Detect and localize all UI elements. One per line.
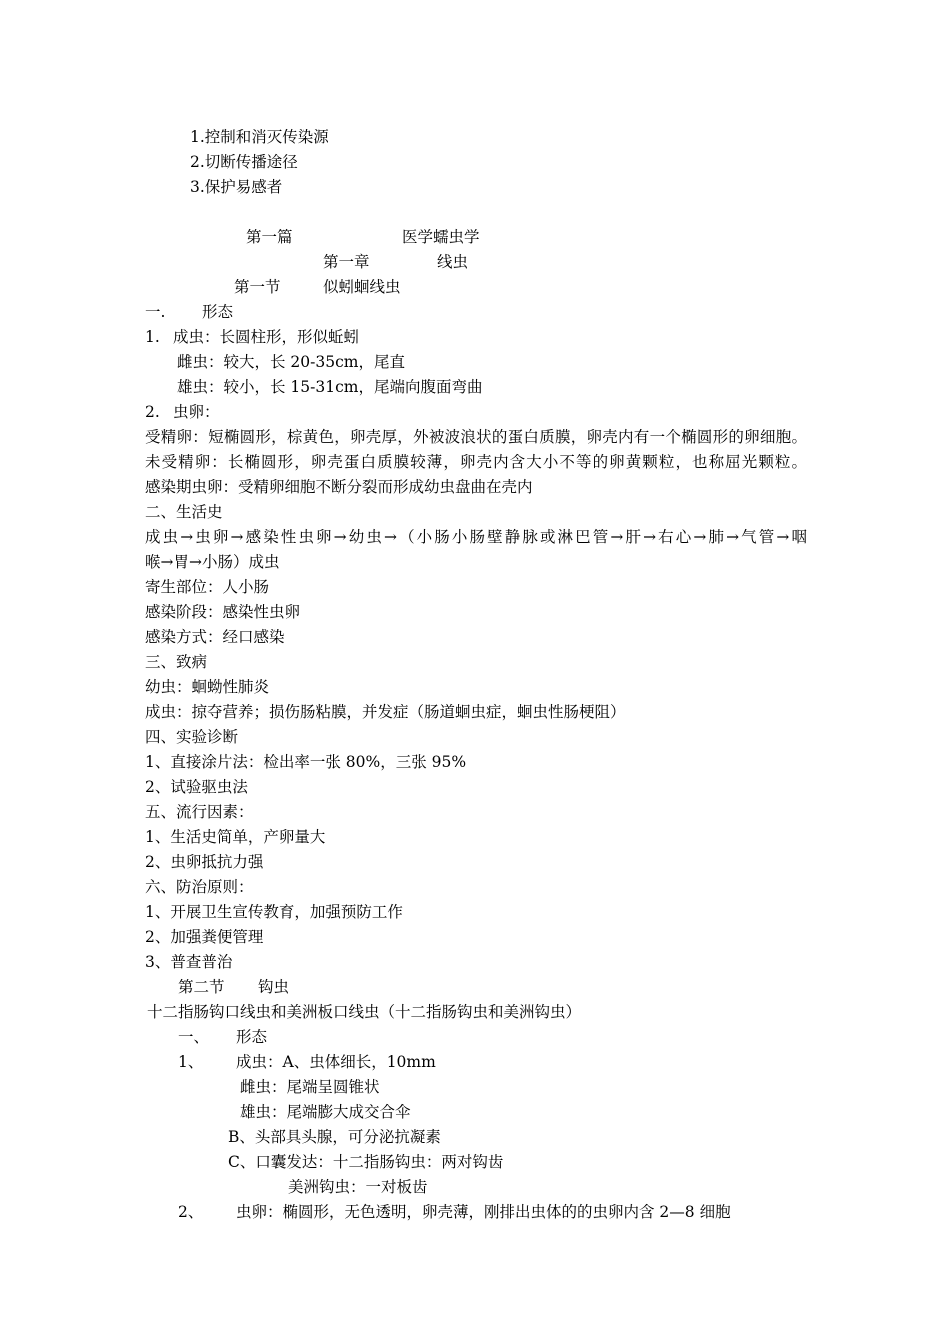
part-label: 第一篇 — [246, 228, 293, 246]
female-desc: 雌虫：较大，长 20-35cm，尾直 — [177, 353, 405, 371]
diagnosis-1: 1、直接涂片法：检出率一张 80%，三张 95% — [145, 753, 467, 771]
unfertilized-egg: 未受精卵：长椭圆形，卵壳蛋白质膜较薄，卵壳内含大小不等的卵黄颗粒，也称屈光颗粒。 — [145, 453, 807, 471]
heading-epidemiology: 五、流行因素： — [145, 803, 254, 821]
hookworm-buccal-capsule: C、口囊发达：十二指肠钩虫：两对钩齿 — [228, 1153, 504, 1171]
adult-pathogenesis: 成虫：掠夺营养；损伤肠粘膜，并发症（肠道蛔虫症，蛔虫性肠梗阻） — [145, 703, 626, 721]
fertilized-egg: 受精卵：短椭圆形，棕黄色，卵壳厚，外被波浪状的蛋白质膜，卵壳内有一个椭圆形的卵细胞。 — [145, 428, 807, 446]
heading-diagnosis: 四、实验诊断 — [145, 728, 239, 746]
male-desc: 雄虫：较小，长 15-31cm，尾端向腹面弯曲 — [177, 378, 483, 396]
parasitic-site: 寄生部位：人小肠 — [145, 578, 270, 596]
heading-pathogenesis: 三、致病 — [145, 653, 208, 671]
heading-life-cycle: 二、生活史 — [145, 503, 223, 521]
prevention-item-2: 2.切断传播途径 — [190, 153, 298, 171]
hookworm-morphology-heading: 形态 — [236, 1028, 268, 1046]
diagnosis-2: 2、试验驱虫法 — [145, 778, 248, 796]
chapter-label: 第一章 — [323, 253, 370, 271]
hookworm-head-gland: B、头部具头腺，可分泌抗凝素 — [228, 1128, 441, 1146]
epidemiology-1: 1、生活史简单，产卵量大 — [145, 828, 326, 846]
section1-title: 似蚓蛔线虫 — [323, 278, 401, 296]
hookworm-adult-desc: 成虫：A、虫体细长，10mm — [236, 1053, 436, 1071]
hookworm-male: 雄虫：尾端膨大成交合伞 — [240, 1103, 411, 1121]
hookworm-female: 雌虫：尾端呈圆锥状 — [240, 1078, 380, 1096]
part-title: 医学蠕虫学 — [402, 228, 480, 246]
adult-num: 1. — [145, 328, 160, 346]
hookworm-adult-num: 1、 — [178, 1053, 204, 1071]
infective-stage: 感染阶段：感染性虫卵 — [145, 603, 301, 621]
egg-num: 2. — [145, 403, 160, 421]
chapter-title: 线虫 — [437, 253, 469, 271]
infection-route: 感染方式：经口感染 — [145, 628, 285, 646]
hookworm-species: 十二指肠钩口线虫和美洲板口线虫（十二指肠钩虫和美洲钩虫） — [147, 1003, 582, 1021]
prevention-item-3: 3.保护易感者 — [190, 178, 283, 196]
infective-egg: 感染期虫卵：受精卵细胞不断分裂而形成幼虫盘曲在壳内 — [145, 478, 533, 496]
section1-label: 第一节 — [234, 278, 281, 296]
section2-title: 钩虫 — [258, 978, 290, 996]
epidemiology-2: 2、虫卵抵抗力强 — [145, 853, 264, 871]
control-2: 2、加强粪便管理 — [145, 928, 264, 946]
control-1: 1、开展卫生宣传教育，加强预防工作 — [145, 903, 403, 921]
life-cycle-line-1: 成虫→虫卵→感染性虫卵→幼虫→（小肠小肠壁静脉或淋巴管→肝→右心→肺→气管→咽 — [145, 528, 807, 546]
heading-morphology: 形态 — [202, 303, 234, 321]
life-cycle-line-2: 喉→胃→小肠）成虫 — [145, 553, 280, 571]
hookworm-egg-desc: 虫卵：椭圆形，无色透明，卵壳薄，刚排出虫体的的虫卵内含 2—8 细胞 — [236, 1203, 731, 1221]
heading-morphology-num: 一. — [145, 303, 166, 321]
section2-label: 第二节 — [178, 978, 225, 996]
egg-heading: 虫卵： — [173, 403, 220, 421]
prevention-item-1: 1.控制和消灭传染源 — [190, 128, 329, 146]
adult-desc: 成虫：长圆柱形，形似蚯蚓 — [173, 328, 360, 346]
hookworm-morphology-num: 一、 — [178, 1028, 210, 1046]
american-hookworm-teeth: 美洲钩虫：一对板齿 — [288, 1178, 428, 1196]
larva-pathogenesis: 幼虫：蛔蚴性肺炎 — [145, 678, 270, 696]
heading-control: 六、防治原则： — [145, 878, 254, 896]
control-3: 3、普查普治 — [145, 953, 233, 971]
hookworm-egg-num: 2、 — [178, 1203, 204, 1221]
